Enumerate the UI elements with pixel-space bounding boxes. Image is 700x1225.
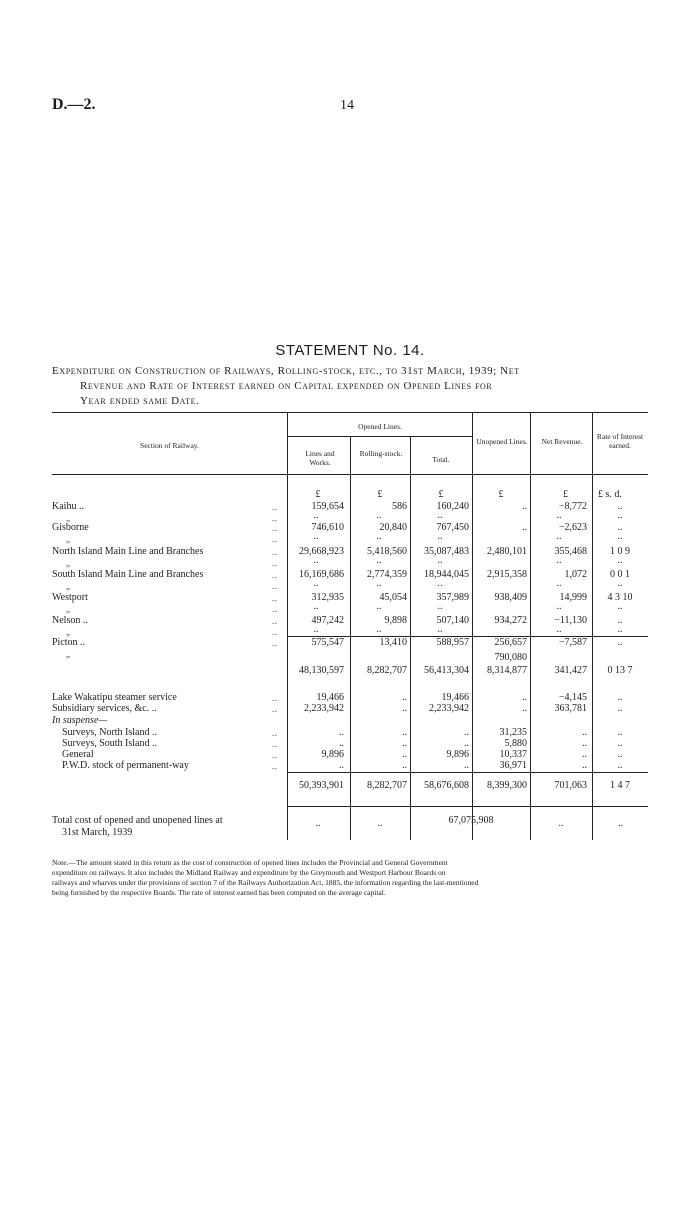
- cell-unopened: 8,399,300: [487, 780, 527, 791]
- dots: ..: [376, 510, 382, 521]
- cell-rate: 0 13 7: [607, 665, 633, 676]
- cell-total: 18,944,045: [424, 569, 469, 580]
- dots: ..: [313, 624, 319, 635]
- cell-net: ..: [582, 749, 587, 760]
- dots: ..: [617, 510, 623, 521]
- footnote: [52, 858, 648, 898]
- cell-total: 19,466: [441, 692, 469, 703]
- cell-rolling: ..: [402, 738, 407, 749]
- cell-rate: ..: [617, 615, 623, 626]
- row-label: Surveys, North Island ..: [62, 727, 157, 738]
- leader-dots: ..: [272, 704, 278, 714]
- dots: ..: [437, 510, 443, 521]
- footnote-line: railways and wharves under the provisions of section 7 of the Railways Authorization Act, 1885, the information regarding the last-mentioned: [52, 878, 479, 887]
- cell-rolling: ..: [402, 760, 407, 771]
- cell-total: ..: [464, 760, 469, 771]
- row-label: Gisborne: [52, 522, 89, 533]
- unit-rate: £ s. d.: [598, 489, 622, 500]
- row-label: Surveys, South Island ..: [62, 738, 157, 749]
- cell-rate: ..: [617, 692, 623, 703]
- cell-lines-works: ..: [339, 738, 344, 749]
- dots: ..: [617, 601, 623, 612]
- table-top-rule: [52, 412, 648, 413]
- cell-rate: ..: [617, 760, 623, 771]
- cell-net: ..: [582, 727, 587, 738]
- cell-lines-works: 48,130,597: [299, 665, 344, 676]
- dots: ..: [618, 818, 623, 829]
- dots: ..: [376, 601, 382, 612]
- cell-lines-works: 9,896: [321, 749, 344, 760]
- unit-unopened: £: [498, 489, 504, 500]
- heading-line-2: Revenue and Rate of Interest earned on Capital expended on Opened Lines for: [80, 380, 493, 392]
- row-label: North Island Main Line and Branches: [52, 546, 204, 557]
- dots: ..: [556, 578, 562, 589]
- cell-unopened: 256,657: [494, 637, 527, 648]
- leader-dots: ..: [272, 547, 278, 557]
- cell-net: −11,130: [554, 615, 587, 626]
- dots: ..: [313, 601, 319, 612]
- cell-rate: ..: [617, 738, 623, 749]
- cell-net: −2,623: [558, 522, 587, 533]
- leader-dots: ..: [272, 593, 278, 603]
- leader-dots: ..: [272, 604, 278, 614]
- dots: ..: [556, 531, 562, 542]
- header-rate: Rate of Interest earned.: [596, 432, 644, 450]
- cell-lines-works: ..: [339, 727, 344, 738]
- header-section: Section of Railway.: [140, 441, 199, 450]
- dots: ..: [617, 555, 623, 566]
- dots: ..: [313, 555, 319, 566]
- leader-dots: ..: [272, 616, 278, 626]
- footnote-line: Note.—The amount stated in this return as the cost of construction of opened lines includes the Provincial and General Government: [52, 858, 448, 867]
- leader-dots: ..: [272, 728, 278, 738]
- cell-total: 357,989: [436, 592, 469, 603]
- cell-rolling: 5,418,560: [367, 546, 407, 557]
- dots: ..: [437, 555, 443, 566]
- cell-net: −7,587: [558, 637, 587, 648]
- header-net-revenue: Net Revenue.: [541, 437, 583, 446]
- header-unopened: Unopened Lines.: [476, 437, 528, 446]
- cell-net: −8,772: [558, 501, 587, 512]
- cell-rate: 0 0 1: [610, 569, 630, 580]
- header-opened-lines: Opened Lines.: [358, 422, 402, 431]
- dots: ..: [556, 601, 562, 612]
- dots: ..: [437, 531, 443, 542]
- header-rolling-stock: Rolling-stock.: [359, 449, 403, 458]
- row-label: General: [62, 749, 94, 760]
- ditto-mark: „: [66, 649, 71, 659]
- leader-dots: ..: [272, 761, 278, 771]
- cell-net: 355,468: [554, 546, 587, 557]
- dots: ..: [558, 818, 564, 829]
- cell-rate: ..: [617, 522, 623, 533]
- leader-dots: ..: [272, 581, 278, 591]
- dots: ..: [437, 624, 443, 635]
- total-cost-label-line-2: 31st March, 1939: [62, 827, 133, 838]
- cell-lines-works: 746,610: [311, 522, 344, 533]
- cell-rate: 4 3 10: [607, 592, 633, 603]
- cell-unopened: 2,480,101: [487, 546, 527, 557]
- ditto-mark: „: [66, 581, 71, 591]
- cell-rolling: ..: [402, 703, 407, 714]
- cell-unopened: ..: [522, 703, 527, 714]
- document-reference: D.—2.: [52, 96, 96, 113]
- cell-unopened: 2,915,358: [487, 569, 527, 580]
- cell-net: ..: [582, 760, 587, 771]
- cell-rate: 1 4 7: [610, 780, 630, 791]
- dots: ..: [556, 555, 562, 566]
- row-label: Subsidiary services, &c. ..: [52, 703, 157, 714]
- opened-group-rule: [288, 436, 472, 437]
- ditto-mark: „: [66, 627, 71, 637]
- leader-dots: ..: [272, 638, 278, 648]
- cell-lines-works: 16,169,686: [299, 569, 344, 580]
- cell-unopened: 790,080: [494, 652, 527, 663]
- row-label: South Island Main Line and Branches: [52, 569, 204, 580]
- header-lines-works: Lines and Works.: [305, 449, 335, 467]
- leader-dots: ..: [272, 750, 278, 760]
- cell-lines-works: 19,466: [316, 692, 344, 703]
- cell-total: 56,413,304: [424, 665, 469, 676]
- leader-dots: ..: [272, 693, 278, 703]
- cell-lines-works: 50,393,901: [299, 780, 344, 791]
- cell-rolling: ..: [402, 692, 407, 703]
- leader-dots: ..: [272, 739, 278, 749]
- suspense-label: In suspense—: [52, 715, 108, 726]
- cell-net: 341,427: [554, 665, 587, 676]
- cell-unopened: ..: [522, 692, 527, 703]
- dots: ..: [437, 601, 443, 612]
- heading-line-3: Year ended same Date.: [80, 395, 200, 407]
- cell-rolling: 45,054: [379, 592, 407, 603]
- dots: ..: [313, 531, 319, 542]
- cell-total: 160,240: [436, 501, 469, 512]
- cell-rate: ..: [617, 727, 623, 738]
- leader-dots: ..: [272, 513, 278, 523]
- footnote-line: being furnished by the respective Boards. The rate of interest earned has been computed on the average capital.: [52, 888, 386, 897]
- cell-net: ..: [582, 738, 587, 749]
- ditto-mark: „: [66, 604, 71, 614]
- col-divider: [592, 412, 593, 840]
- cell-unopened: 934,272: [494, 615, 527, 626]
- cell-total: ..: [464, 738, 469, 749]
- grand-total-rule: [288, 772, 648, 773]
- cell-rolling: 2,774,359: [367, 569, 407, 580]
- row-label: Lake Wakatipu steamer service: [52, 692, 177, 703]
- cell-net: 14,999: [559, 592, 587, 603]
- page-number: 14: [340, 98, 354, 113]
- cell-net: 701,063: [554, 780, 587, 791]
- dots: ..: [376, 531, 382, 542]
- cell-total: 35,087,483: [424, 546, 469, 557]
- unit-total: £: [438, 489, 444, 500]
- cell-rate: ..: [617, 501, 623, 512]
- dots: ..: [376, 578, 382, 589]
- cell-lines-works: 312,935: [311, 592, 344, 603]
- cell-lines-works: 159,654: [311, 501, 344, 512]
- dots: ..: [617, 531, 623, 542]
- cell-rolling: 8,282,707: [367, 665, 407, 676]
- cell-unopened: ..: [522, 501, 527, 512]
- cell-rolling: 13,410: [379, 637, 407, 648]
- cell-unopened: 5,880: [504, 738, 527, 749]
- total-cost-value: 67,075,908: [448, 815, 494, 826]
- cell-rolling: 20,840: [379, 522, 407, 533]
- dots: ..: [315, 818, 321, 829]
- row-label: Westport: [52, 592, 88, 603]
- cell-lines-works: 2,233,942: [304, 703, 344, 714]
- cell-rate: ..: [617, 637, 623, 648]
- unit-lines-works: £: [315, 489, 321, 500]
- dots: ..: [437, 578, 443, 589]
- dots: ..: [313, 510, 319, 521]
- dots: ..: [556, 624, 562, 635]
- cell-unopened: 36,971: [499, 760, 527, 771]
- cell-rolling: 9,898: [384, 615, 407, 626]
- dots: ..: [556, 510, 562, 521]
- row-label: P.W.D. stock of permanent-way: [62, 760, 189, 771]
- footnote-line: expenditure on railways. It also includes the Midland Railway and expenditure by the Greymouth and Westport Harbour Boards on: [52, 868, 446, 877]
- leader-dots: ..: [272, 558, 278, 568]
- dots: ..: [376, 555, 382, 566]
- cell-total: 767,450: [436, 522, 469, 533]
- dots: ..: [377, 818, 383, 829]
- cell-rolling: ..: [402, 727, 407, 738]
- cell-unopened: ..: [522, 522, 527, 533]
- cell-lines-works: ..: [339, 760, 344, 771]
- header-total: Total.: [432, 455, 450, 464]
- cell-rate: 1 0 9: [610, 546, 630, 557]
- ditto-mark: „: [66, 534, 71, 544]
- cell-total: ..: [464, 727, 469, 738]
- total-cost-rule: [288, 806, 648, 807]
- row-label: Kaihu ..: [52, 501, 84, 512]
- cell-rate: ..: [617, 703, 623, 714]
- ditto-mark: „: [66, 513, 71, 523]
- dots: ..: [617, 578, 623, 589]
- cell-rate: ..: [617, 749, 623, 760]
- dots: ..: [376, 624, 382, 635]
- subtotal-rule: [288, 636, 648, 637]
- cell-net: 1,072: [564, 569, 587, 580]
- unit-rolling-stock: £: [377, 489, 383, 500]
- cell-total: 58,676,608: [424, 780, 469, 791]
- cell-lines-works: 497,242: [311, 615, 344, 626]
- leader-dots: ..: [272, 627, 278, 637]
- dots: ..: [313, 578, 319, 589]
- cell-lines-works: 575,547: [311, 637, 344, 648]
- unit-net-revenue: £: [563, 489, 568, 500]
- cell-total: 2,233,942: [429, 703, 469, 714]
- heading-line-1: Expenditure on Construction of Railways, Rolling-stock, etc., to 31st March, 1939; Net: [52, 365, 520, 377]
- cell-rolling: 8,282,707: [367, 780, 407, 791]
- row-label: Picton ..: [52, 637, 86, 648]
- leader-dots: ..: [272, 534, 278, 544]
- leader-dots: ..: [272, 523, 278, 533]
- statement-heading: [52, 364, 648, 409]
- cell-total: 9,896: [446, 749, 469, 760]
- ditto-mark: „: [66, 558, 71, 568]
- row-label: Nelson ..: [52, 615, 88, 626]
- cell-unopened: 938,409: [494, 592, 527, 603]
- total-cost-label-line-1: Total cost of opened and unopened lines at: [52, 815, 223, 826]
- cell-net: 363,781: [554, 703, 587, 714]
- cell-total: 588,957: [436, 637, 469, 648]
- cell-unopened: 31,235: [499, 727, 527, 738]
- statement-title: STATEMENT No. 14.: [275, 342, 425, 359]
- cell-rolling: ..: [402, 749, 407, 760]
- cell-unopened: 10,337: [499, 749, 527, 760]
- cell-rolling: 586: [392, 501, 407, 512]
- dots: ..: [617, 624, 623, 635]
- leader-dots: ..: [272, 570, 278, 580]
- cell-lines-works: 29,668,923: [299, 546, 344, 557]
- leader-dots: ..: [272, 502, 278, 512]
- cell-unopened: 8,314,877: [487, 665, 527, 676]
- cell-total: 507,140: [436, 615, 469, 626]
- cell-net: −4,145: [558, 692, 587, 703]
